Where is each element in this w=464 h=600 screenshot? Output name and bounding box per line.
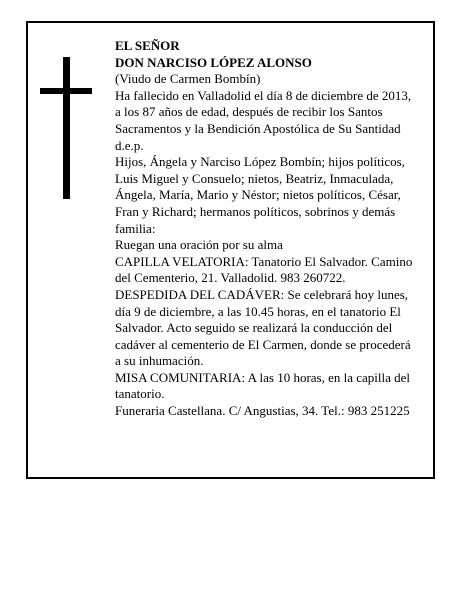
prayer-request: Ruegan una oración por su alma [115, 237, 283, 253]
deceased-name: DON NARCISO LÓPEZ ALONSO [115, 54, 312, 70]
cross-horizontal-bar [40, 88, 92, 94]
widower-line: (Viudo de Carmen Bombín) [115, 71, 261, 87]
rip-line: d.e.p. [115, 137, 144, 153]
farewell-info: DESPEDIDA DEL CADÁVER: Se celebrará hoy lunes, día 9 de diciembre, a las 10.45 horas, en el tanatorio El Salvador. Acto seguido se realizará la conducción del cadáver al cementerio de El Carmen, donde se procederá a su inhumación. [115, 286, 411, 369]
heading-line-1: EL SEÑOR [115, 38, 180, 53]
cross-vertical-bar [63, 57, 70, 199]
mass-info: MISA COMUNITARIA: A las 10 horas, en la capilla del tanatorio. [115, 369, 411, 402]
cross-icon [40, 57, 92, 199]
death-announcement: Ha fallecido en Valladolid el día 8 de diciembre de 2013, a los 87 años de edad, después de recibir los Santos Sacramentos y la Bendición Apostólica de Su Santidad [115, 87, 412, 136]
family-list: Hijos, Ángela y Narciso López Bombín; hijos políticos, Luis Miguel y Consuelo; nietos, Beatriz, Inmaculada, Ángela, María, Mario y Néstor; nietos políticos, César, Fran y Richard; hermanos políticos, sobrinos y demás familia: [115, 154, 405, 236]
funeral-home-info: Funeraria Castellana. C/ Angustias, 34. Tel.: 983 251225 [115, 403, 410, 419]
wake-info: CAPILLA VELATORIA: Tanatorio El Salvador. Camino del Cementerio, 21. Valladolid. 983 260722. [115, 253, 413, 286]
obituary-text [115, 38, 415, 420]
